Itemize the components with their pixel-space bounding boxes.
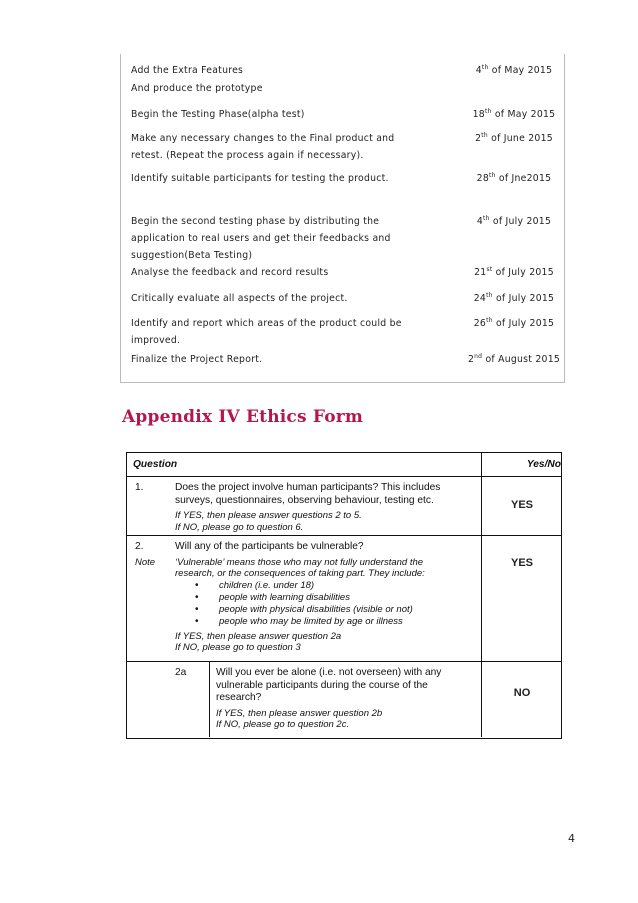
table-rule (127, 535, 561, 536)
question-text: Will any of the participants be vulnerable? ‘Vulnerable’ means those who may not fully understand the research, or the consequences of taking part. They include: • children (i.e. under 18) • people with learning disabilities • people with physical disabilities (visible or not) • people who may be limited by age or illness If YES, then please answer question 2a If NO, please go to question 3 (175, 541, 479, 654)
header-question: Question (133, 459, 178, 470)
task-date: 26th of July 2015 (473, 316, 555, 329)
task-text: improved. (131, 335, 181, 346)
task-text: Add the Extra Features (131, 65, 244, 76)
task-date: 4th of July 2015 (476, 214, 552, 227)
table-rule (127, 661, 561, 662)
answer-value: YES (510, 499, 533, 511)
page-number: 4 (568, 832, 575, 845)
task-date: 28th of Jne2015 (476, 171, 552, 184)
answer-value: YES (510, 557, 533, 569)
task-date: 18th of May 2015 (472, 107, 556, 120)
question-text: Will you ever be alone (i.e. not overseen) with any vulnerable participants during the course of the research? If YES, then please answer question 2b If NO, please go to question 2c. (216, 667, 442, 731)
task-date: 21st of July 2015 (474, 265, 554, 278)
table-rule (209, 661, 210, 737)
task-text: Critically evaluate all aspects of the project. (131, 293, 348, 304)
task-date: 2th of June 2015 (475, 131, 553, 144)
task-date: 24th of July 2015 (473, 291, 555, 304)
header-answer: Yes/No (526, 459, 561, 470)
task-text: suggestion(Beta Testing) (131, 250, 253, 261)
list-item: • people with physical disabilities (visible or not) (195, 604, 479, 616)
task-text: Begin the second testing phase by distributing the (131, 216, 380, 227)
task-text: Identify suitable participants for testing the product. (131, 173, 389, 184)
list-item: • people with learning disabilities (195, 592, 479, 604)
question-text: Does the project involve human participants? This includes surveys, questionnaires, observing behaviour, testing etc. If YES, then please answer questions 2 to 5. If NO, please go to question 6. (175, 482, 441, 533)
task-text: Analyse the feedback and record results (131, 267, 329, 278)
list-item: • children (i.e. under 18) (195, 580, 479, 592)
note-label: Note (135, 557, 156, 568)
schedule-table (120, 54, 565, 383)
task-text: retest. (Repeat the process again if necessary). (131, 150, 364, 161)
task-text: application to real users and get their feedbacks and (131, 233, 391, 244)
table-rule (127, 476, 561, 477)
task-text: And produce the prototype (131, 83, 263, 94)
question-number: 1. (135, 482, 144, 493)
task-date: 2nd of August 2015 (467, 352, 561, 365)
ethics-form-table (126, 452, 562, 739)
vulnerable-list (195, 580, 479, 628)
task-text: Make any necessary changes to the Final product and (131, 133, 395, 144)
question-number: 2. (135, 541, 144, 552)
list-item: • people who may be limited by age or illness (195, 616, 479, 628)
section-heading: Appendix IV Ethics Form (122, 407, 364, 427)
task-date: 4th of May 2015 (475, 63, 553, 76)
task-text: Identify and report which areas of the product could be (131, 318, 402, 329)
answer-value: NO (513, 687, 531, 699)
question-number: 2a (175, 667, 187, 678)
task-text: Begin the Testing Phase(alpha test) (131, 109, 305, 120)
task-text: Finalize the Project Report. (131, 354, 263, 365)
